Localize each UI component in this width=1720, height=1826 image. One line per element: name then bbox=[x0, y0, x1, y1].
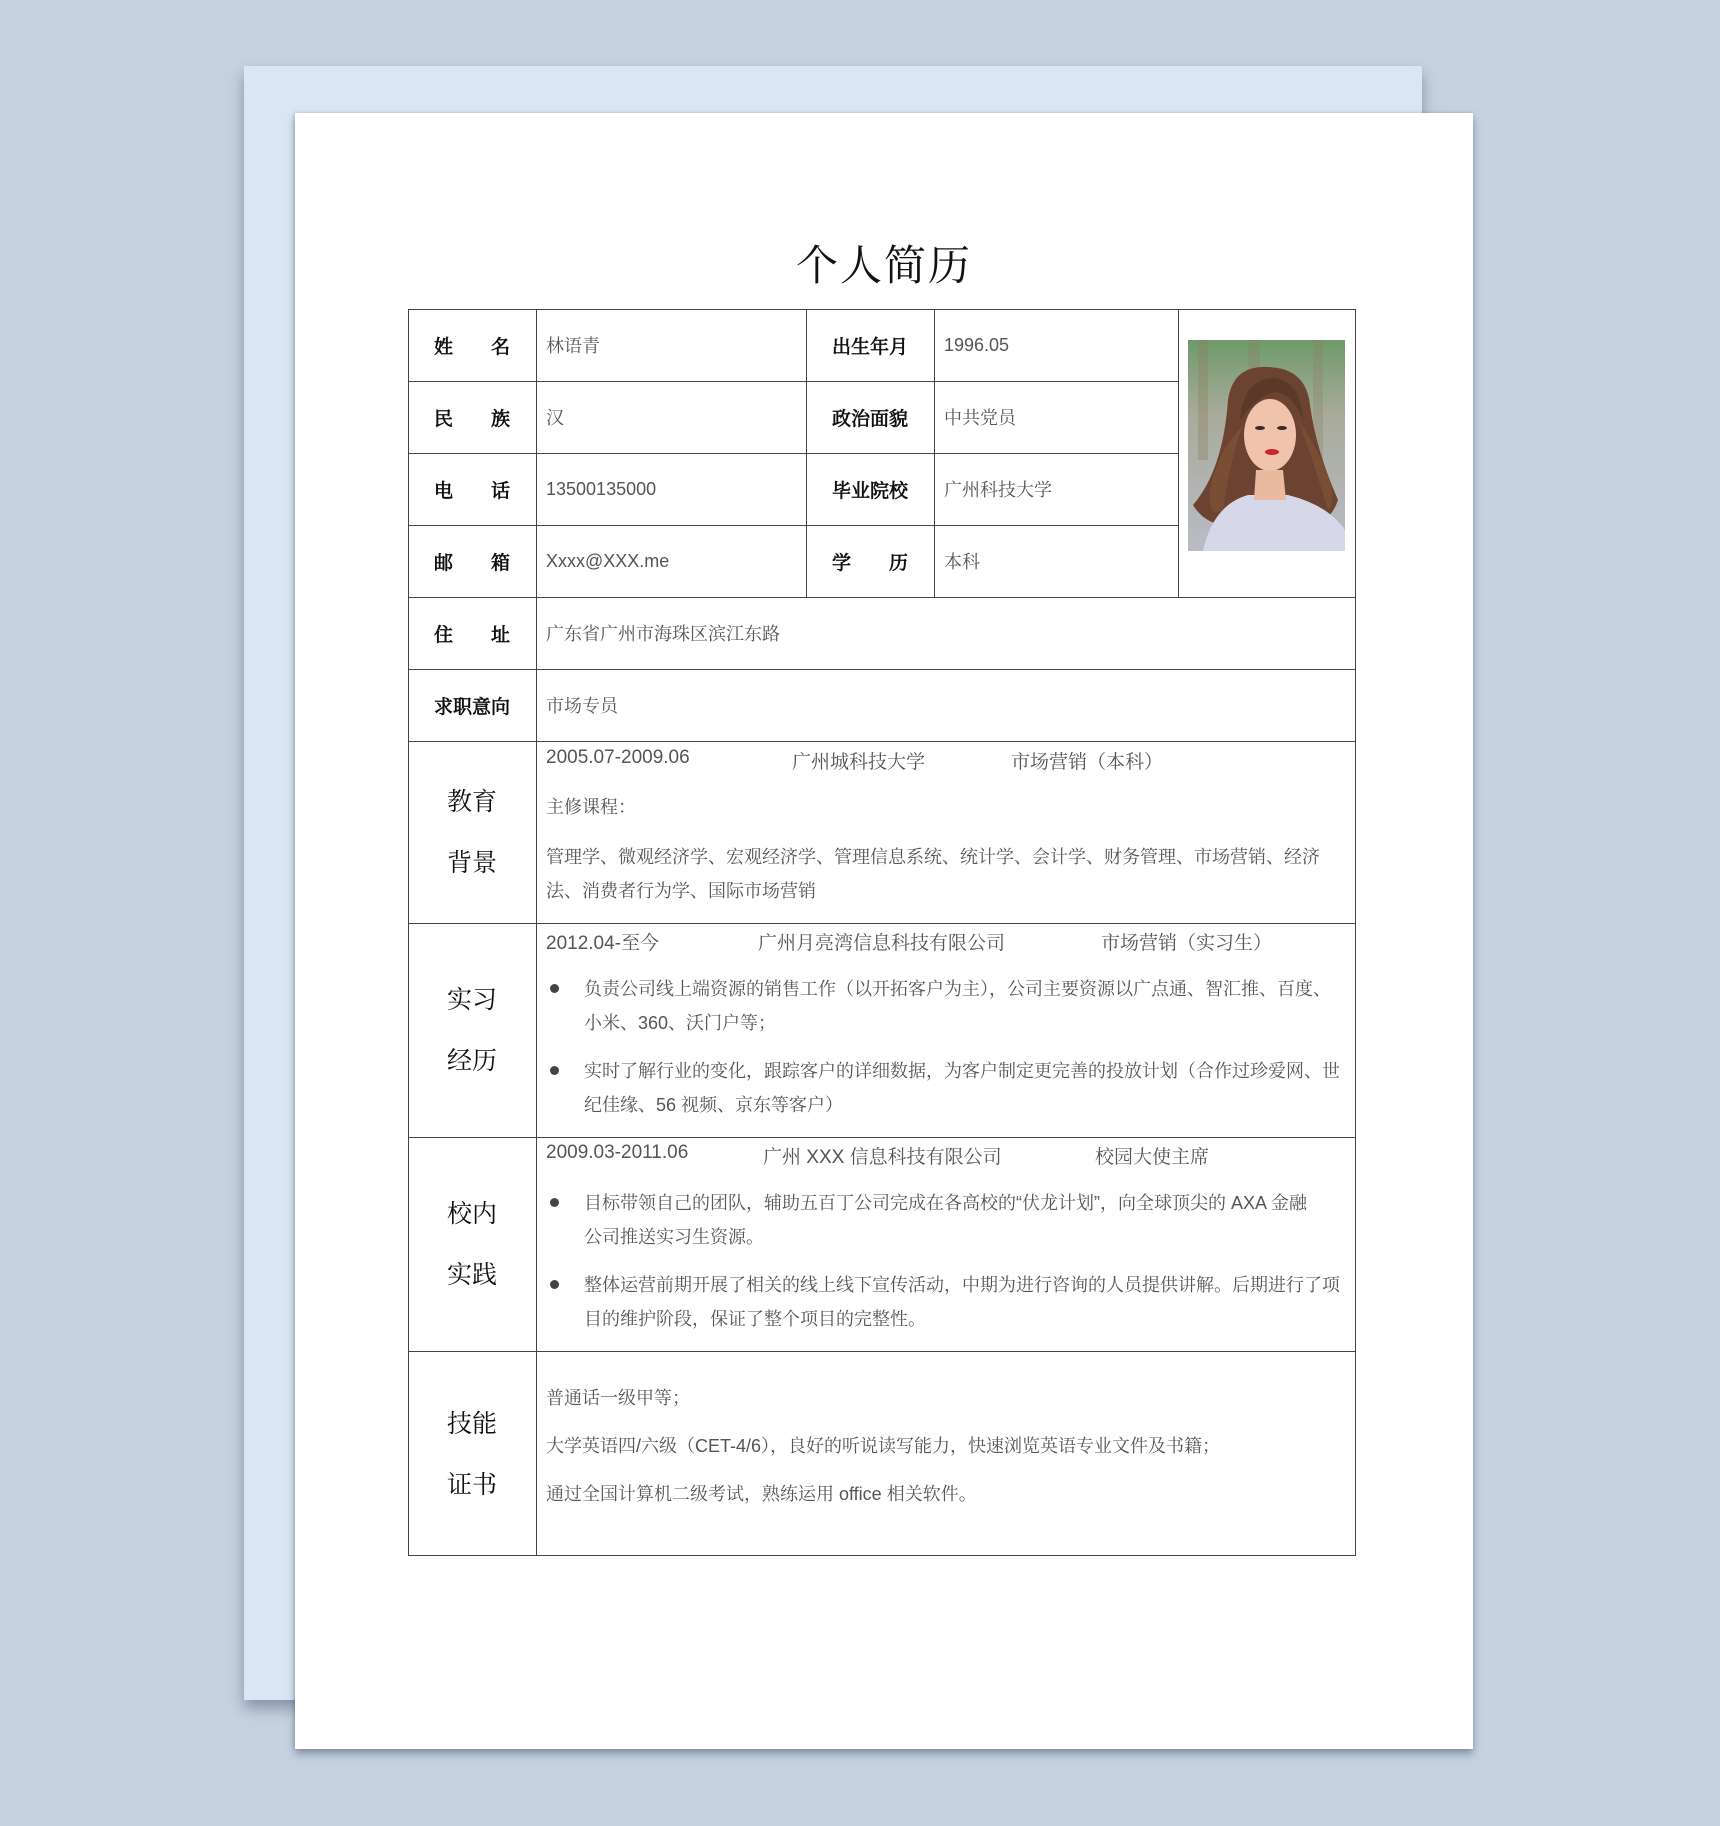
value-job-intent: 市场专员 bbox=[546, 696, 618, 716]
campus-bullet bbox=[546, 1186, 1351, 1254]
value-degree: 本科 bbox=[944, 552, 980, 572]
education-period: 2005.07-2009.06 bbox=[546, 747, 690, 768]
label-phone bbox=[408, 453, 536, 525]
label-char: 邮 bbox=[434, 552, 454, 574]
campus-role: 校园大使主席 bbox=[1095, 1147, 1210, 1168]
courses-line: 管理学、微观经济学、宏观经济学、管理信息系统、统计学、会计学、财务管理、市场营销、经济 bbox=[546, 847, 1320, 867]
label-ethnicity bbox=[408, 381, 536, 453]
divider bbox=[408, 923, 1356, 924]
label-char: 箱 bbox=[490, 552, 510, 574]
bullet-line: 小米、360、沃门户等； bbox=[584, 1013, 777, 1033]
bullet-line: 负责公司线上端资源的销售工作（以开拓客户为主），公司主要资源以广点通、智汇推、百度、 bbox=[584, 979, 1331, 999]
bullet-line: 纪佳缘、56 视频、京东等客户） bbox=[584, 1095, 844, 1115]
label-job-intent: 求职意向 bbox=[433, 696, 510, 718]
page-title: 个人简历 bbox=[795, 241, 972, 290]
value-political: 中共党员 bbox=[944, 408, 1016, 428]
label-char: 住 bbox=[434, 624, 454, 646]
bullet-line: 整体运营前期开展了相关的线上线下宣传活动，中期为进行咨询的人员提供讲解。后期进行了项 bbox=[584, 1275, 1340, 1295]
label-char: 族 bbox=[490, 408, 510, 430]
internship-role: 市场营销（实习生） bbox=[1101, 933, 1273, 954]
label-school: 毕业院校 bbox=[831, 480, 908, 502]
value-name: 林语青 bbox=[546, 336, 600, 356]
label-char: 名 bbox=[490, 336, 510, 358]
value-email: Xxxx@XXX.me bbox=[546, 550, 670, 571]
courses-title: 主修课程： bbox=[546, 797, 636, 817]
divider bbox=[408, 741, 1356, 742]
label-internship bbox=[408, 923, 536, 1137]
label-birth: 出生年月 bbox=[831, 336, 908, 358]
label-char: 址 bbox=[490, 624, 510, 646]
internship-period: 2012.04-至今 bbox=[546, 933, 660, 954]
skill-item: 普通话一级甲等； bbox=[546, 1388, 690, 1408]
label-line: 技能 bbox=[446, 1408, 497, 1438]
label-line: 背景 bbox=[446, 848, 497, 877]
bullet-line: 实时了解行业的变化，跟踪客户的详细数据，为客户制定更完善的投放计划（合作过珍爱网、世 bbox=[584, 1061, 1340, 1081]
profile-photo bbox=[1188, 340, 1345, 551]
label-campus bbox=[408, 1137, 536, 1351]
internship-bullet bbox=[546, 972, 1351, 1040]
label-char: 姓 bbox=[434, 336, 454, 358]
label-degree bbox=[806, 525, 934, 597]
internship-bullet bbox=[546, 1054, 1351, 1122]
bullet-line: 目标带领自己的团队，辅助五百丁公司完成在各高校的“伏龙计划”，向全球顶尖的 AXA 金融 bbox=[584, 1193, 1308, 1213]
value-address: 广东省广州市海珠区滨江东路 bbox=[546, 624, 780, 644]
divider bbox=[408, 1137, 1356, 1138]
bullet-icon bbox=[550, 1066, 559, 1075]
portrait-image bbox=[1188, 340, 1345, 551]
label-line: 校内 bbox=[446, 1199, 497, 1228]
label-char: 历 bbox=[888, 552, 908, 574]
value-phone: 13500135000 bbox=[546, 478, 657, 499]
education-major: 市场营销（本科） bbox=[1011, 752, 1164, 773]
label-political: 政治面貌 bbox=[831, 408, 908, 430]
label-name bbox=[408, 309, 536, 381]
bullet-line: 目的维护阶段，保证了整个项目的完整性。 bbox=[584, 1309, 926, 1329]
bullet-icon bbox=[550, 984, 559, 993]
label-email bbox=[408, 525, 536, 597]
label-char: 民 bbox=[434, 408, 454, 430]
divider bbox=[408, 1351, 1356, 1352]
campus-period: 2009.03-2011.06 bbox=[546, 1142, 689, 1163]
internship-company: 广州月亮湾信息科技有限公司 bbox=[758, 933, 1006, 954]
skill-item: 通过全国计算机二级考试，熟练运用 office 相关软件。 bbox=[546, 1484, 977, 1504]
label-line: 证书 bbox=[446, 1469, 497, 1499]
value-school: 广州科技大学 bbox=[944, 480, 1052, 500]
label-char: 学 bbox=[832, 552, 852, 574]
courses-line: 法、消费者行为学、国际市场营销 bbox=[546, 881, 816, 901]
label-char: 电 bbox=[434, 480, 454, 502]
bullet-icon bbox=[550, 1198, 559, 1207]
education-school: 广州城科技大学 bbox=[792, 752, 926, 773]
campus-bullet bbox=[546, 1268, 1351, 1336]
value-ethnicity: 汉 bbox=[546, 408, 564, 428]
divider bbox=[1178, 309, 1179, 597]
label-char: 话 bbox=[490, 480, 510, 502]
value-birth: 1996.05 bbox=[944, 334, 1010, 355]
label-line: 实习 bbox=[446, 985, 497, 1014]
bullet-icon bbox=[550, 1280, 559, 1289]
label-skills bbox=[408, 1351, 536, 1556]
label-address bbox=[408, 597, 536, 669]
label-education bbox=[408, 741, 536, 923]
label-line: 实践 bbox=[446, 1260, 497, 1289]
bullet-line: 公司推送实习生资源。 bbox=[584, 1227, 764, 1247]
skill-item: 大学英语四/六级（CET-4/6），良好的听说读写能力，快速浏览英语专业文件及书籍； bbox=[546, 1436, 1221, 1456]
label-line: 经历 bbox=[446, 1046, 497, 1075]
campus-company: 广州 XXX 信息科技有限公司 bbox=[763, 1147, 1002, 1168]
label-line: 教育 bbox=[446, 787, 497, 816]
